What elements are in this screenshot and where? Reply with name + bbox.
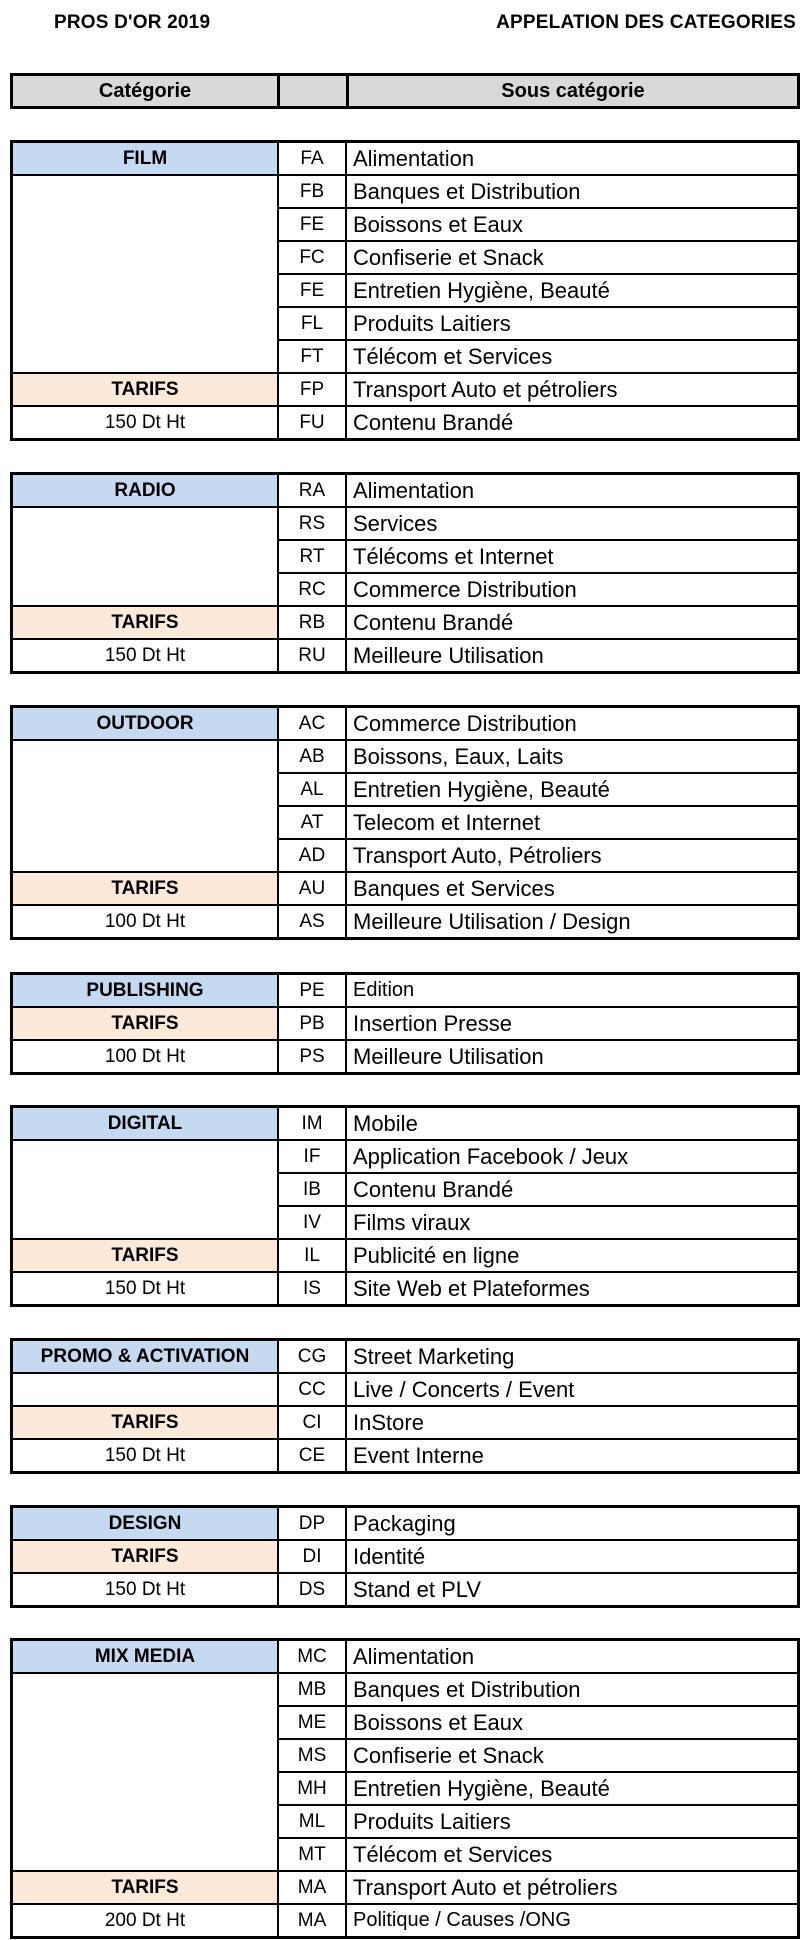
subcategory-name: Banques et Services bbox=[346, 872, 799, 905]
document-title: PROS D'OR 2019 bbox=[54, 12, 211, 33]
table-row bbox=[12, 507, 799, 540]
subcategory-name: Confiserie et Snack bbox=[346, 1739, 799, 1772]
tarif-label: TARIFS bbox=[12, 606, 279, 639]
subcategory-name: Contenu Brandé bbox=[346, 406, 799, 440]
subcategory-name: Telecom et Internet bbox=[346, 806, 799, 839]
table-row bbox=[12, 740, 799, 773]
subcategory-code: CE bbox=[278, 1439, 346, 1473]
subcategory-code: AB bbox=[278, 740, 346, 773]
table-row bbox=[12, 1373, 799, 1406]
subcategory-code: IV bbox=[278, 1206, 346, 1239]
tarif-price: 150 Dt Ht bbox=[12, 639, 279, 673]
empty-cell bbox=[12, 1206, 279, 1239]
table-row bbox=[12, 806, 799, 839]
empty-cell bbox=[12, 1673, 279, 1706]
subcategory-name: Publicité en ligne bbox=[346, 1239, 799, 1272]
subcategory-code: MB bbox=[278, 1673, 346, 1706]
subcategory-code: AC bbox=[278, 707, 346, 741]
subcategory-name: Confiserie et Snack bbox=[346, 241, 799, 274]
subcategory-name: Boissons et Eaux bbox=[346, 1706, 799, 1739]
subcategory-name: Transport Auto, Pétroliers bbox=[346, 839, 799, 872]
table-row bbox=[12, 573, 799, 606]
subcategory-code: FE bbox=[278, 208, 346, 241]
subcategory-name: Street Marketing bbox=[346, 1340, 799, 1374]
tarif-label: TARIFS bbox=[12, 1007, 279, 1040]
table-row bbox=[12, 1540, 799, 1573]
category-name: DESIGN bbox=[12, 1507, 279, 1541]
tarif-price: 150 Dt Ht bbox=[12, 406, 279, 440]
subcategory-name: Contenu Brandé bbox=[346, 1173, 799, 1206]
table-row bbox=[12, 905, 799, 939]
empty-cell bbox=[12, 1805, 279, 1838]
subcategory-name: Télécoms et Internet bbox=[346, 540, 799, 573]
table-row bbox=[12, 1406, 799, 1439]
subcategory-code: IM bbox=[278, 1107, 346, 1141]
subcategory-code: CG bbox=[278, 1340, 346, 1374]
subcategory-code: RA bbox=[278, 474, 346, 508]
subcategory-name: Meilleure Utilisation bbox=[346, 1040, 799, 1074]
subcategory-code: IS bbox=[278, 1272, 346, 1306]
category-group-table bbox=[10, 1638, 800, 1939]
empty-cell bbox=[12, 773, 279, 806]
subcategory-code: FL bbox=[278, 307, 346, 340]
table-row bbox=[12, 1340, 799, 1374]
subcategory-code: MS bbox=[278, 1739, 346, 1772]
document-subtitle: APPELATION DES CATEGORIES bbox=[496, 12, 796, 33]
table-row bbox=[12, 974, 799, 1008]
empty-cell bbox=[12, 274, 279, 307]
subcategory-code: CI bbox=[278, 1406, 346, 1439]
subcategory-code: FT bbox=[278, 340, 346, 373]
table-row bbox=[12, 208, 799, 241]
table-row bbox=[12, 1239, 799, 1272]
subcategory-name: Politique / Causes /ONG bbox=[346, 1904, 799, 1938]
category-name: PUBLISHING bbox=[12, 974, 279, 1008]
subcategory-name: Entretien Hygiène, Beauté bbox=[346, 274, 799, 307]
table-row bbox=[12, 1904, 799, 1938]
subcategory-code: AL bbox=[278, 773, 346, 806]
subcategory-code: RB bbox=[278, 606, 346, 639]
subcategory-code: PE bbox=[278, 974, 346, 1008]
column-header-table bbox=[10, 73, 800, 109]
subcategory-code: MT bbox=[278, 1838, 346, 1871]
category-name: OUTDOOR bbox=[12, 707, 279, 741]
tarif-label: TARIFS bbox=[12, 1871, 279, 1904]
table-row bbox=[12, 1706, 799, 1739]
table-row bbox=[12, 1673, 799, 1706]
subcategory-code: FP bbox=[278, 373, 346, 406]
subcategory-code: AU bbox=[278, 872, 346, 905]
table-row bbox=[12, 1573, 799, 1607]
table-row bbox=[12, 872, 799, 905]
subcategory-code: IL bbox=[278, 1239, 346, 1272]
subcategory-code: ML bbox=[278, 1805, 346, 1838]
subcategory-code: RS bbox=[278, 507, 346, 540]
subcategory-name: Alimentation bbox=[346, 1640, 799, 1674]
column-header-category: Catégorie bbox=[12, 75, 279, 108]
empty-cell bbox=[12, 1772, 279, 1805]
tarif-label: TARIFS bbox=[12, 1239, 279, 1272]
subcategory-name: Alimentation bbox=[346, 142, 799, 176]
tarif-price: 100 Dt Ht bbox=[12, 1040, 279, 1074]
category-name: FILM bbox=[12, 142, 279, 176]
table-row bbox=[12, 1640, 799, 1674]
subcategory-name: InStore bbox=[346, 1406, 799, 1439]
subcategory-code: MH bbox=[278, 1772, 346, 1805]
empty-cell bbox=[12, 573, 279, 606]
empty-cell bbox=[12, 1140, 279, 1173]
subcategory-code: FU bbox=[278, 406, 346, 440]
tarif-label: TARIFS bbox=[12, 1406, 279, 1439]
empty-cell bbox=[12, 839, 279, 872]
subcategory-name: Transport Auto et pétroliers bbox=[346, 1871, 799, 1904]
empty-cell bbox=[12, 1706, 279, 1739]
table-row bbox=[12, 1507, 799, 1541]
category-name: MIX MEDIA bbox=[12, 1640, 279, 1674]
subcategory-code: AT bbox=[278, 806, 346, 839]
subcategory-code: PB bbox=[278, 1007, 346, 1040]
empty-cell bbox=[12, 1739, 279, 1772]
empty-cell bbox=[12, 1838, 279, 1871]
subcategory-name: Films viraux bbox=[346, 1206, 799, 1239]
category-group-table bbox=[10, 972, 800, 1075]
table-row bbox=[12, 1040, 799, 1074]
subcategory-name: Identité bbox=[346, 1540, 799, 1573]
table-row bbox=[12, 1173, 799, 1206]
tarif-label: TARIFS bbox=[12, 373, 279, 406]
category-name: RADIO bbox=[12, 474, 279, 508]
table-row bbox=[12, 340, 799, 373]
tarif-price: 150 Dt Ht bbox=[12, 1439, 279, 1473]
subcategory-name: Produits Laitiers bbox=[346, 1805, 799, 1838]
table-row bbox=[12, 639, 799, 673]
table-row bbox=[12, 1007, 799, 1040]
subcategory-code: IB bbox=[278, 1173, 346, 1206]
table-row bbox=[12, 474, 799, 508]
table-row bbox=[12, 1439, 799, 1473]
table-row bbox=[12, 839, 799, 872]
table-row bbox=[12, 1871, 799, 1904]
subcategory-name: Entretien Hygiène, Beauté bbox=[346, 1772, 799, 1805]
empty-cell bbox=[12, 175, 279, 208]
subcategory-name: Commerce Distribution bbox=[346, 707, 799, 741]
empty-cell bbox=[12, 507, 279, 540]
tarif-price: 150 Dt Ht bbox=[12, 1573, 279, 1607]
subcategory-code: RC bbox=[278, 573, 346, 606]
table-row bbox=[12, 606, 799, 639]
empty-cell bbox=[12, 1373, 279, 1406]
subcategory-name: Live / Concerts / Event bbox=[346, 1373, 799, 1406]
subcategory-code: CC bbox=[278, 1373, 346, 1406]
subcategory-code: DI bbox=[278, 1540, 346, 1573]
subcategory-code: FC bbox=[278, 241, 346, 274]
subcategory-name: Meilleure Utilisation bbox=[346, 639, 799, 673]
table-row bbox=[12, 773, 799, 806]
table-row bbox=[12, 406, 799, 440]
subcategory-name: Commerce Distribution bbox=[346, 573, 799, 606]
subcategory-code: DP bbox=[278, 1507, 346, 1541]
empty-cell bbox=[12, 208, 279, 241]
empty-cell bbox=[12, 740, 279, 773]
subcategory-code: MA bbox=[278, 1871, 346, 1904]
subcategory-name: Edition bbox=[346, 974, 799, 1008]
table-row bbox=[12, 307, 799, 340]
subcategory-name: Télécom et Services bbox=[346, 1838, 799, 1871]
subcategory-name: Boissons, Eaux, Laits bbox=[346, 740, 799, 773]
subcategory-code: IF bbox=[278, 1140, 346, 1173]
tarif-price: 100 Dt Ht bbox=[12, 905, 279, 939]
subcategory-name: Transport Auto et pétroliers bbox=[346, 373, 799, 406]
subcategory-code: MC bbox=[278, 1640, 346, 1674]
subcategory-name: Event Interne bbox=[346, 1439, 799, 1473]
table-row bbox=[12, 1805, 799, 1838]
category-group-table bbox=[10, 140, 800, 441]
tarif-price: 200 Dt Ht bbox=[12, 1904, 279, 1938]
subcategory-name: Boissons et Eaux bbox=[346, 208, 799, 241]
subcategory-name: Télécom et Services bbox=[346, 340, 799, 373]
subcategory-code: AS bbox=[278, 905, 346, 939]
table-row bbox=[12, 1739, 799, 1772]
subcategory-name: Site Web et Plateformes bbox=[346, 1272, 799, 1306]
table-row bbox=[12, 1206, 799, 1239]
subcategory-name: Entretien Hygiène, Beauté bbox=[346, 773, 799, 806]
subcategory-code: MA bbox=[278, 1904, 346, 1938]
table-row bbox=[12, 1838, 799, 1871]
table-row bbox=[12, 1772, 799, 1805]
table-row bbox=[12, 707, 799, 741]
subcategory-code: FE bbox=[278, 274, 346, 307]
subcategory-code: DS bbox=[278, 1573, 346, 1607]
table-row bbox=[12, 175, 799, 208]
tarif-label: TARIFS bbox=[12, 1540, 279, 1573]
empty-cell bbox=[12, 806, 279, 839]
subcategory-code: ME bbox=[278, 1706, 346, 1739]
category-group-table bbox=[10, 705, 800, 940]
empty-cell bbox=[12, 540, 279, 573]
category-name: PROMO & ACTIVATION bbox=[12, 1340, 279, 1374]
tarif-price: 150 Dt Ht bbox=[12, 1272, 279, 1306]
subcategory-name: Alimentation bbox=[346, 474, 799, 508]
table-row bbox=[12, 1272, 799, 1306]
category-group-table bbox=[10, 472, 800, 674]
subcategory-name: Banques et Distribution bbox=[346, 1673, 799, 1706]
subcategory-code: PS bbox=[278, 1040, 346, 1074]
tarif-label: TARIFS bbox=[12, 872, 279, 905]
table-row bbox=[12, 1107, 799, 1141]
subcategory-code: AD bbox=[278, 839, 346, 872]
table-row bbox=[12, 274, 799, 307]
table-row bbox=[12, 540, 799, 573]
subcategory-name: Meilleure Utilisation / Design bbox=[346, 905, 799, 939]
subcategory-name: Packaging bbox=[346, 1507, 799, 1541]
subcategory-name: Contenu Brandé bbox=[346, 606, 799, 639]
column-header-row bbox=[12, 75, 799, 108]
empty-cell bbox=[12, 1173, 279, 1206]
subcategory-name: Insertion Presse bbox=[346, 1007, 799, 1040]
table-row bbox=[12, 373, 799, 406]
subcategory-name: Services bbox=[346, 507, 799, 540]
subcategory-name: Banques et Distribution bbox=[346, 175, 799, 208]
subcategory-code: RU bbox=[278, 639, 346, 673]
subcategory-code: FB bbox=[278, 175, 346, 208]
table-row bbox=[12, 142, 799, 176]
subcategory-code: FA bbox=[278, 142, 346, 176]
empty-cell bbox=[12, 340, 279, 373]
empty-cell bbox=[12, 241, 279, 274]
column-header-subcategory: Sous catégorie bbox=[348, 75, 799, 108]
subcategory-name: Stand et PLV bbox=[346, 1573, 799, 1607]
empty-cell bbox=[12, 307, 279, 340]
table-row bbox=[12, 241, 799, 274]
column-header-code bbox=[279, 75, 348, 108]
table-row bbox=[12, 1140, 799, 1173]
category-name: DIGITAL bbox=[12, 1107, 279, 1141]
category-group-table bbox=[10, 1505, 800, 1608]
subcategory-name: Application Facebook / Jeux bbox=[346, 1140, 799, 1173]
subcategory-name: Mobile bbox=[346, 1107, 799, 1141]
category-group-table bbox=[10, 1105, 800, 1307]
subcategory-name: Produits Laitiers bbox=[346, 307, 799, 340]
subcategory-code: RT bbox=[278, 540, 346, 573]
category-group-table bbox=[10, 1338, 800, 1474]
